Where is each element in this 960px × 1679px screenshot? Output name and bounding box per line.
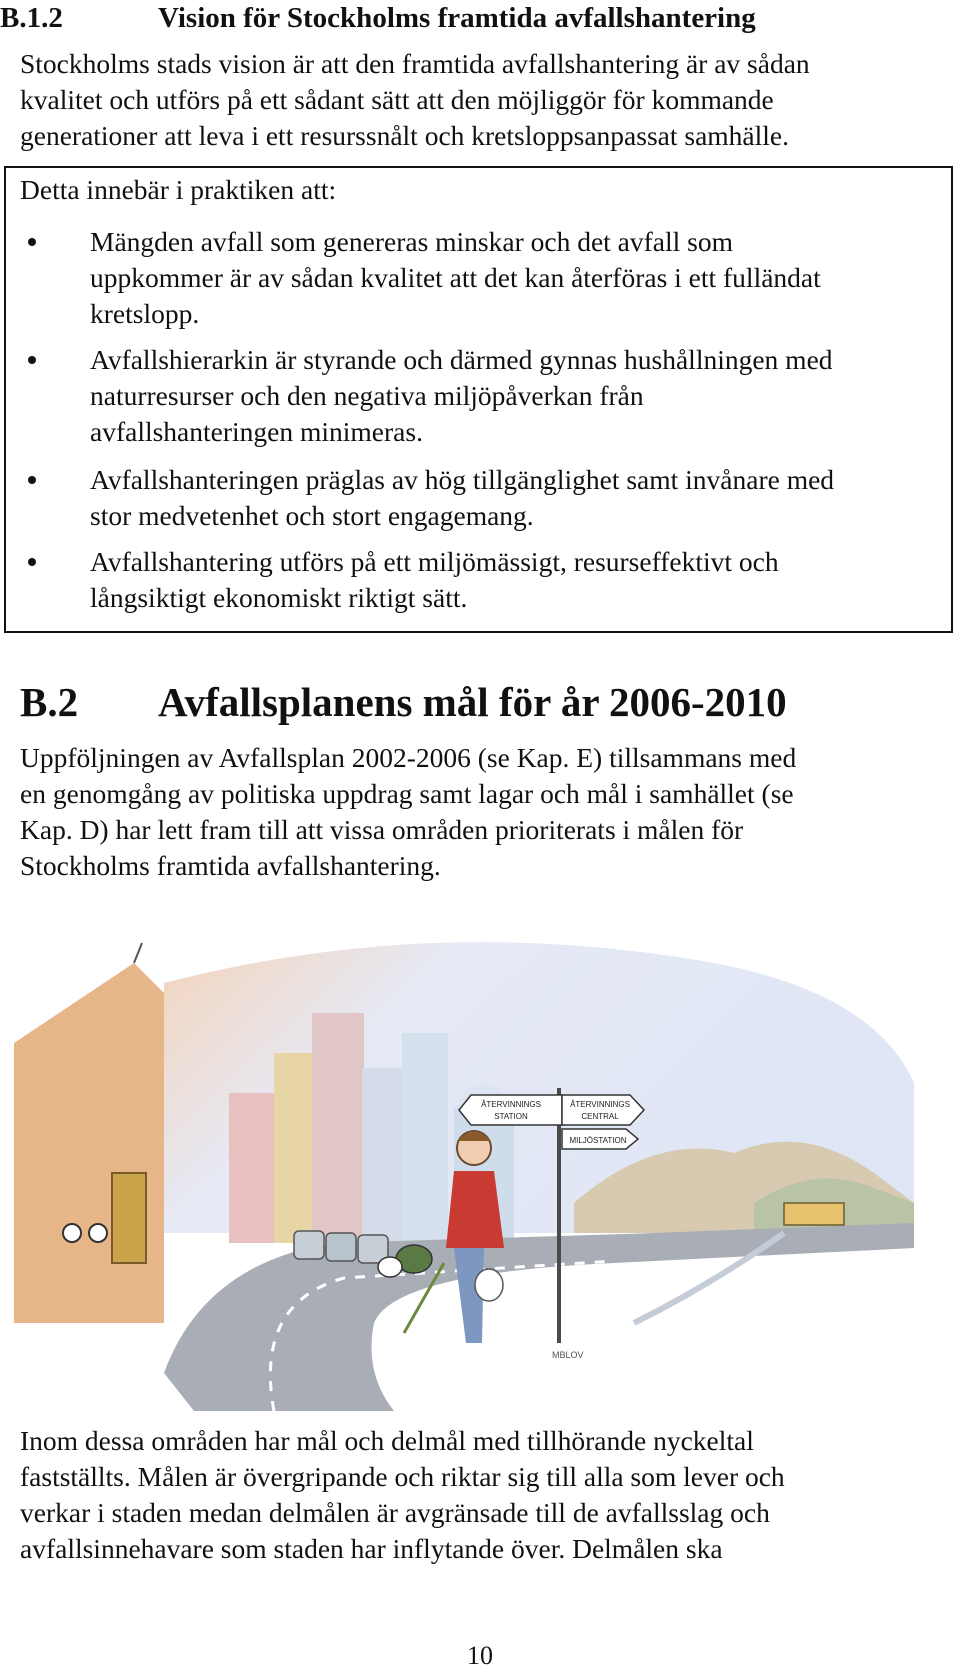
- bullet-text: [90, 462, 950, 534]
- section-title: Avfallsplanens mål för år 2006-2010: [158, 679, 787, 725]
- bullet-text: [90, 544, 950, 616]
- text-line: Mängden avfall som genereras minskar och det avfall som: [90, 226, 733, 257]
- text-line: generationer att leva i ett resurssnålt och kretsloppsanpassat samhälle.: [20, 120, 789, 151]
- text-line: Avfallshanteringen präglas av hög tillgänglighet samt invånare med: [90, 464, 835, 495]
- bullet-icon: [28, 356, 36, 364]
- text-line: kretslopp.: [90, 298, 200, 329]
- text-line: Avfallshierarkin är styrande och därmed gynnas hushållningen med: [90, 344, 833, 375]
- section-heading-b2: [20, 677, 940, 727]
- text-line: Stockholms framtida avfallshantering.: [20, 850, 441, 881]
- text-line: uppkommer är av sådan kvalitet att det kan återföras i ett fulländat: [90, 262, 821, 293]
- text-line: stor medvetenhet och stort engagemang.: [90, 500, 534, 531]
- section-title: Vision för Stockholms framtida avfallshantering: [158, 2, 756, 34]
- text-line: Uppföljningen av Avfallsplan 2002-2006 (se Kap. E) tillsammans med: [20, 742, 797, 773]
- sign-left-line-1: ÅTERVINNINGS: [481, 1100, 541, 1109]
- sign-right-line-2: CENTRAL: [581, 1112, 619, 1121]
- watercolor-illustration: [14, 903, 946, 1411]
- text-line: Stockholms stads vision är att den framtida avfallshantering är av sådan: [20, 48, 810, 79]
- followup-paragraph: [20, 740, 940, 884]
- bullet-icon: [28, 558, 36, 566]
- text-line: långsiktigt ekonomiskt riktigt sätt.: [90, 582, 468, 613]
- page-number: 10: [467, 1641, 493, 1670]
- sign-right-line-1: ÅTERVINNINGS: [570, 1100, 630, 1109]
- text-line: naturresurser och den negativa miljöpåverkan från: [90, 380, 644, 411]
- goals-paragraph: [20, 1423, 940, 1567]
- text-line: avfallsinnehavare som staden har inflytande över. Delmålen ska: [20, 1533, 723, 1564]
- text-line: kvalitet och utförs på ett sådant sätt att den möjliggör för kommande: [20, 84, 774, 115]
- section-heading-b12: [0, 0, 940, 36]
- bullet-icon: [28, 238, 36, 246]
- text-line: fastställts. Målen är övergripande och riktar sig till alla som lever och: [20, 1461, 785, 1492]
- bullet-text: [90, 224, 950, 332]
- text-line: Avfallshantering utförs på ett miljömässigt, resurseffektivt och: [90, 546, 779, 577]
- text-line: Kap. D) har lett fram till att vissa områden prioriterats i målen för: [20, 814, 744, 845]
- bullet-icon: [28, 476, 36, 484]
- text-line: verkar i staden medan delmålen är avgränsade till de avfallsslag och: [20, 1497, 770, 1528]
- box-intro: Detta innebär i praktiken att:: [20, 174, 337, 205]
- artist-signature: MBLOV: [552, 1350, 584, 1360]
- vision-paragraph: [20, 46, 940, 154]
- section-number: B.2: [20, 679, 79, 725]
- text-line: avfallshanteringen minimeras.: [90, 416, 423, 447]
- text-line: en genomgång av politiska uppdrag samt lagar och mål i samhället (se: [20, 778, 794, 809]
- sign-bottom-label: MILJÖSTATION: [569, 1136, 627, 1145]
- sign-left-line-2: STATION: [494, 1112, 528, 1121]
- vision-box: [4, 166, 953, 633]
- text-line: Inom dessa områden har mål och delmål med tillhörande nyckeltal: [20, 1425, 754, 1456]
- section-number: B.1.2: [0, 2, 63, 34]
- bullet-text: [90, 342, 950, 450]
